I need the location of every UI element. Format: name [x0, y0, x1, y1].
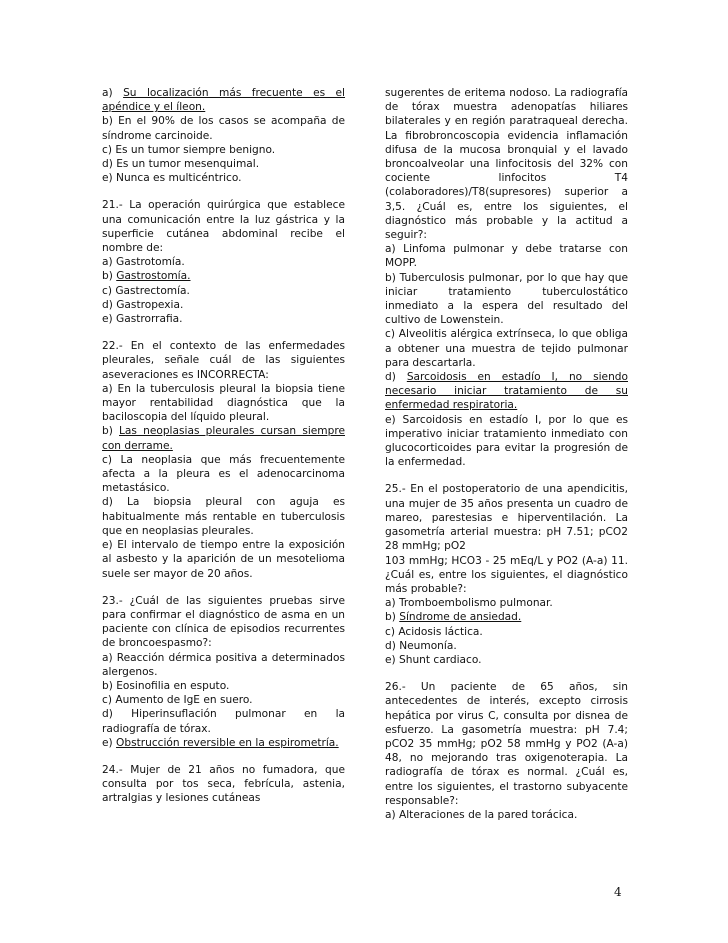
correct-answer: Obstrucción reversible en la espirometría.	[116, 736, 339, 749]
text-line: a) Alteraciones de la pared torácica.	[385, 808, 578, 821]
text-line: 25.- En el postoperatorio de una apendicitis, una mujer de 35 años presenta un cuadro de mareo, parestesias e hiperventilación. La gasometría arterial muestra: pH 7.51; pCO2 28 mmHg; pO2	[385, 483, 628, 553]
text-line: c) Aumento de IgE en suero.	[102, 694, 253, 707]
text-line: 24.- Mujer de 21 años no fumadora, que consulta por tos seca, febrícula, astenia, artralgias y lesiones cutáneas	[102, 763, 345, 805]
text-line	[102, 736, 345, 750]
option-letter: e)	[102, 736, 117, 749]
text-line: c) Gastrectomía.	[102, 284, 190, 297]
text-line: sugerentes de eritema nodoso. La radiografía de tórax muestra adenopatías hiliares bilaterales y en región paratraqueal derecha. La fibrobroncoscopia evidencia inflamación difusa de la mucosa bronquial y el lavado broncoalveolar una linfocitosis del 32% con cociente linfocitos T4 (colaboradores)/T8(supresores) superior a 3,5. ¿Cuál es, entre los siguientes, el diagnóstico más probable y la actitud a seguir?:	[385, 87, 628, 242]
text-line: d) Gastropexia.	[102, 298, 184, 311]
text-line: 23.- ¿Cuál de las siguientes pruebas sirve para confirmar el diagnóstico de asma en un paciente con clínica de episodios recurrentes de broncoespasmo?:	[102, 594, 345, 650]
correct-answer: Síndrome de ansiedad.	[399, 611, 522, 624]
text-line: d) Neumonía.	[385, 639, 457, 652]
correct-answer: Sarcoidosis en estadío I, no siendo necesario iniciar tratamiento de su enfermedad respiratoria.	[385, 371, 628, 412]
paragraph-spacer	[102, 750, 345, 763]
text-line	[385, 610, 628, 624]
option-letter: b)	[102, 425, 120, 438]
correct-answer: Su localización más frecuente es el apéndice y el íleon.	[102, 87, 346, 114]
option-letter: d)	[385, 371, 407, 384]
text-line: e) Shunt cardiaco.	[385, 653, 482, 666]
paragraph-spacer	[102, 185, 345, 198]
text-line	[102, 424, 345, 452]
text-line: d) La biopsia pleural con aguja es habitualmente más rentable en tuberculosis que en neoplasias pleurales.	[102, 496, 345, 537]
right-column	[385, 86, 628, 822]
option-letter: a)	[102, 87, 124, 99]
text-line: e) Nunca es multicéntrico.	[102, 172, 242, 185]
text-line: e) Sarcoidosis en estadío I, por lo que es imperativo iniciar tratamiento inmediato con glucocorticoides para evitar la progresión de la enfermedad.	[385, 413, 628, 469]
paragraph-spacer	[385, 469, 628, 482]
text-line: e) Gastrorrafia.	[102, 313, 183, 326]
text-line: 21.- La operación quirúrgica que establece una comunicación entre la luz gástrica y la superficie cutánea abdominal recibe el nombre de:	[102, 199, 345, 255]
text-line	[102, 86, 345, 114]
text-line: d) Hiperinsuflación pulmonar en la radiografía de tórax.	[102, 708, 345, 735]
paragraph-spacer	[385, 667, 628, 680]
text-line: a) Gastrotomía.	[102, 256, 185, 269]
paragraph-spacer	[102, 581, 345, 594]
text-line: a) Reacción dérmica positiva a determinados alergenos.	[102, 651, 345, 678]
left-column	[102, 86, 345, 806]
text-line: a) En la tuberculosis pleural la biopsia tiene mayor rentabilidad diagnóstica que la baciloscopia del líquido pleural.	[102, 382, 345, 424]
text-line: e) El intervalo de tiempo entre la exposición al asbesto y la aparición de un mesotelioma suele ser mayor de 20 años.	[102, 539, 345, 580]
text-line: b) Eosinofilia en esputo.	[102, 679, 230, 692]
text-line	[102, 269, 345, 283]
option-letter: b)	[102, 270, 117, 283]
text-line	[385, 370, 628, 413]
correct-answer: Las neoplasias pleurales cursan siempre con derrame.	[102, 425, 345, 452]
text-line: a) Tromboembolismo pulmonar.	[385, 597, 553, 610]
text-line: 26.- Un paciente de 65 años, sin antecedentes de interés, excepto cirrosis hepática por virus C, consulta por disnea de esfuerzo. La gasometría muestra: pH 7.4; pCO2 35 mmHg; pO2 58 mmHg y PO2 (A-a) 48, no mejorando tras oxigenoterapia. La radiografía de tórax es normal. ¿Cuál es, entre los siguientes, el trastorno subyacente responsable?:	[385, 681, 628, 807]
text-line: a) Linfoma pulmonar y debe tratarse con MOPP.	[385, 243, 628, 270]
text-line: 103 mmHg; HCO3 - 25 mEq/L y PO2 (A-a) 11. ¿Cuál es, entre los siguientes, el diagnóstico más probable?:	[385, 554, 628, 595]
page-number: 4	[614, 885, 622, 899]
text-line: c) La neoplasia que más frecuentemente afecta a la pleura es el adenocarcinoma metastásico.	[102, 453, 345, 495]
text-line: 22.- En el contexto de las enfermedades pleurales, señale cuál de las siguientes aseveraciones es INCORRECTA:	[102, 340, 345, 381]
option-letter: b)	[385, 611, 400, 624]
text-line: b) Tuberculosis pulmonar, por lo que hay que iniciar tratamiento tuberculostático inmediato a la espera del resultado del cultivo de Lowenstein.	[385, 271, 628, 327]
correct-answer: Gastrostomía.	[116, 270, 191, 283]
text-line: c) Alveolitis alérgica extrínseca, lo que obliga a obtener una muestra de tejido pulmonar para descartarla.	[385, 328, 628, 369]
text-line: c) Es un tumor siempre benigno.	[102, 143, 276, 156]
text-line: b) En el 90% de los casos se acompaña de síndrome carcinoide.	[102, 115, 345, 142]
text-line: c) Acidosis láctica.	[385, 625, 483, 638]
text-line: d) Es un tumor mesenquimal.	[102, 158, 260, 171]
paragraph-spacer	[102, 326, 345, 339]
